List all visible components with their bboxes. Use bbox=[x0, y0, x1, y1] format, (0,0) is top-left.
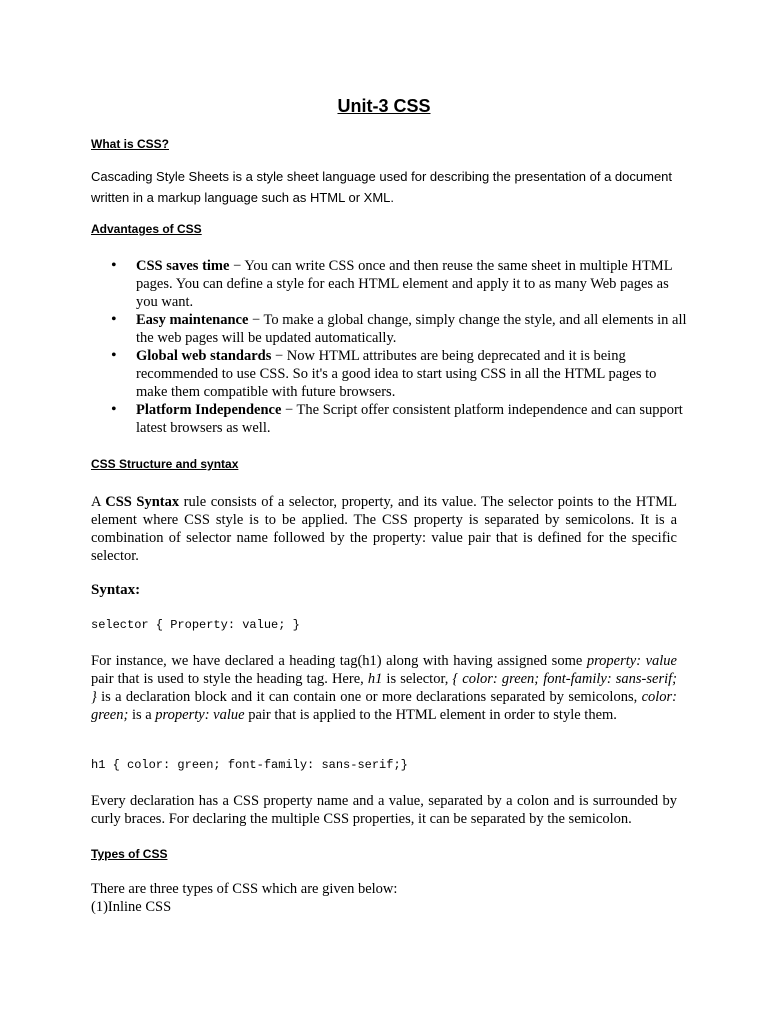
italic-run: color: green; bbox=[91, 689, 677, 723]
advantage-desc: − To make a global change, simply change the style, and all elements in all the web pages will be updated automatically. bbox=[136, 312, 687, 346]
declaration-paragraph: Every declaration has a CSS property name and a value, separated by a colon and is surrounded by curly braces. For declaring the multiple CSS properties, it can be separated by the semicolon. bbox=[91, 793, 677, 827]
structure-paragraph bbox=[91, 493, 677, 565]
syntax-label: Syntax: bbox=[91, 582, 141, 598]
heading-advantages: Advantages of CSS bbox=[91, 222, 202, 236]
text-run: pair that is used to style the heading tag. Here, bbox=[91, 671, 368, 687]
italic-run: { color: green; font-family: sans-serif; } bbox=[91, 671, 677, 705]
code-example-2: h1 { color: green; font-family: sans-serif;} bbox=[91, 758, 408, 772]
advantage-desc: − The Script offer consistent platform independence and can support latest browsers as well. bbox=[136, 402, 683, 436]
instance-paragraph bbox=[91, 652, 677, 724]
italic-run: h1 bbox=[367, 671, 383, 687]
types-item-inline: (1)Inline CSS bbox=[91, 899, 172, 915]
types-intro: There are three types of CSS which are given below: bbox=[91, 881, 398, 897]
list-item bbox=[91, 401, 691, 437]
advantage-desc: − You can write CSS once and then reuse the same sheet in multiple HTML pages. You can define a style for each HTML element and apply it to as many Web pages as you want. bbox=[136, 258, 673, 310]
italic-run: property: value bbox=[586, 653, 677, 669]
text-run: is a declaration block and it can contain one or more declarations separated by semicolons, bbox=[96, 689, 642, 705]
text-run: rule consists of a selector, property, and its value. The selector points to the HTML element where CSS style is to be applied. The CSS property is separated by semicolons. It is a combination of selector name followed by the property: value pair that is defined for the specific selector. bbox=[91, 494, 677, 564]
advantage-term: Platform Independence bbox=[136, 402, 282, 418]
text-run: A bbox=[91, 494, 106, 510]
code-example-1: selector { Property: value; } bbox=[91, 618, 300, 632]
list-item bbox=[91, 311, 691, 347]
css-syntax-bold: CSS Syntax bbox=[105, 494, 180, 510]
advantage-term: CSS saves time bbox=[136, 258, 230, 274]
text-run: is a bbox=[128, 707, 156, 723]
list-item bbox=[91, 347, 691, 401]
heading-what-is-css: What is CSS? bbox=[91, 137, 170, 151]
what-is-css-line-1: Cascading Style Sheets is a style sheet language used for describing the presentation of a document bbox=[91, 169, 673, 184]
list-item bbox=[91, 257, 691, 311]
what-is-css-line-2: written in a markup language such as HTML or XML. bbox=[91, 190, 394, 205]
heading-structure: CSS Structure and syntax bbox=[91, 457, 239, 471]
advantage-term: Easy maintenance bbox=[136, 312, 249, 328]
what-is-css-paragraph bbox=[91, 166, 681, 208]
italic-run: property: value bbox=[155, 707, 245, 723]
heading-types: Types of CSS bbox=[91, 847, 168, 861]
text-run: is selector, bbox=[382, 671, 453, 687]
page-title: Unit-3 CSS bbox=[337, 96, 431, 116]
advantages-list bbox=[91, 257, 691, 437]
advantage-term: Global web standards bbox=[136, 348, 272, 364]
text-run: pair that is applied to the HTML element in order to style them. bbox=[244, 707, 617, 723]
advantage-desc: − Now HTML attributes are being deprecated and it is being recommended to use CSS. So it's a good idea to start using CSS in all the HTML pages to make them compatible with future browsers. bbox=[136, 348, 657, 400]
text-run: For instance, we have declared a heading tag(h1) along with having assigned some bbox=[91, 653, 587, 669]
